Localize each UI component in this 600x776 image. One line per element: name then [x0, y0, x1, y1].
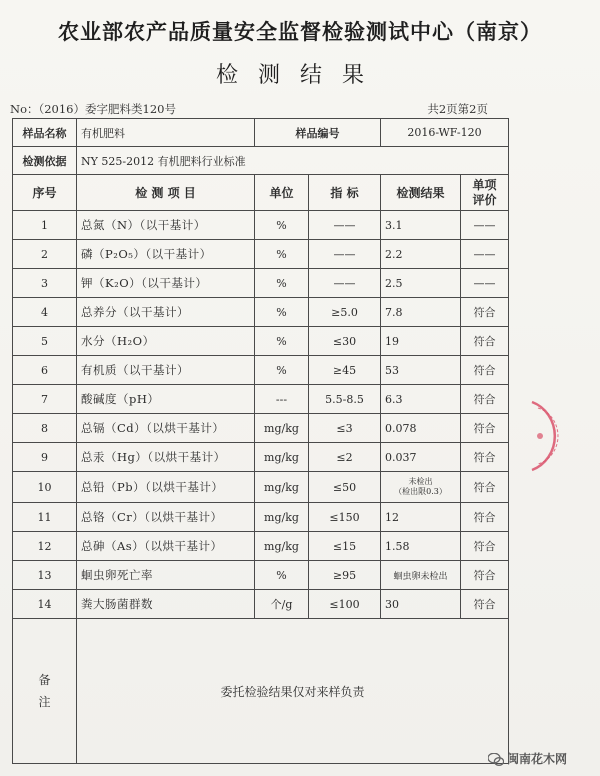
basis-row: [13, 147, 509, 175]
row-item: 磷（P₂O₅）（以干基计）: [77, 240, 255, 269]
row-result: 蛔虫卵未检出: [381, 561, 461, 590]
row-result: 7.8: [381, 298, 461, 327]
table-row: [13, 414, 509, 443]
row-item: 总铬（Cr）（以烘干基计）: [77, 503, 255, 532]
row-item: 钾（K₂O）（以干基计）: [77, 269, 255, 298]
document-number: No：（2016）委字肥料类120号: [10, 102, 176, 116]
row-no: 11: [13, 503, 77, 532]
row-unit: %: [255, 356, 309, 385]
header-eval-line1: 单项: [472, 177, 497, 192]
sample-code-value: 2016-WF-120: [381, 119, 509, 147]
table-row: [13, 211, 509, 240]
row-unit: %: [255, 211, 309, 240]
sample-row: [13, 119, 509, 147]
row-result: 30: [381, 590, 461, 619]
row-index: ≥95: [309, 561, 381, 590]
row-item: 总汞（Hg）（以烘干基计）: [77, 443, 255, 472]
header-eval: [461, 175, 509, 211]
remarks-text: 委托检验结果仅对来样负责: [77, 619, 509, 764]
row-item: 粪大肠菌群数: [77, 590, 255, 619]
table-row: [13, 298, 509, 327]
page-info: 共2页第2页: [427, 102, 488, 116]
row-no: 10: [13, 472, 77, 503]
row-index: ≤150: [309, 503, 381, 532]
row-index: ≥45: [309, 356, 381, 385]
row-result: 0.037: [381, 443, 461, 472]
table-row: [13, 356, 509, 385]
row-eval: 符合: [461, 385, 509, 414]
sample-code-label: 样品编号: [255, 119, 381, 147]
watermark: [488, 750, 567, 767]
row-unit: %: [255, 240, 309, 269]
report-subtitle: 检测结果: [215, 63, 384, 88]
row-item: 总镉（Cd）（以烘干基计）: [77, 414, 255, 443]
row-result: [381, 472, 461, 503]
row-index: ≤2: [309, 443, 381, 472]
row-eval: 符合: [461, 472, 509, 503]
remarks-label-line1: 备: [38, 673, 51, 687]
table-header-row: [13, 175, 509, 211]
row-index: ≤30: [309, 327, 381, 356]
row-unit: mg/kg: [255, 503, 309, 532]
row-item: 总铅（Pb）（以烘干基计）: [77, 472, 255, 503]
row-eval: 符合: [461, 503, 509, 532]
row-no: 3: [13, 269, 77, 298]
row-index: ≤15: [309, 532, 381, 561]
row-unit: %: [255, 269, 309, 298]
row-no: 14: [13, 590, 77, 619]
row-result: 6.3: [381, 385, 461, 414]
watermark-text: 闽南花木网: [507, 752, 568, 766]
row-result: 53: [381, 356, 461, 385]
row-unit: mg/kg: [255, 443, 309, 472]
remarks-label-line2: 注: [38, 695, 51, 709]
row-index: ≥5.0: [309, 298, 381, 327]
row-eval: 符合: [461, 590, 509, 619]
row-eval: 符合: [461, 532, 509, 561]
row-no: 12: [13, 532, 77, 561]
row-result: 12: [381, 503, 461, 532]
row-eval: ——: [461, 240, 509, 269]
table-row: [13, 443, 509, 472]
sample-name-value: 有机肥料: [77, 119, 255, 147]
header-unit: 单位: [255, 175, 309, 211]
row-item: 有机质（以干基计）: [77, 356, 255, 385]
row-index: ≤3: [309, 414, 381, 443]
row-result: 2.5: [381, 269, 461, 298]
header-eval-line2: 评价: [472, 192, 497, 207]
row-eval: 符合: [461, 443, 509, 472]
row-unit: %: [255, 561, 309, 590]
row-no: 6: [13, 356, 77, 385]
result-table: [12, 118, 509, 764]
row-no: 5: [13, 327, 77, 356]
table-row: [13, 532, 509, 561]
table-row: [13, 561, 509, 590]
row-index: ≤50: [309, 472, 381, 503]
table-row: [13, 472, 509, 503]
row-eval: 符合: [461, 356, 509, 385]
row-unit: %: [255, 298, 309, 327]
row-eval: ——: [461, 211, 509, 240]
row-item: 总养分（以干基计）: [77, 298, 255, 327]
row-index: 5.5-8.5: [309, 385, 381, 414]
table-row: [13, 385, 509, 414]
row-unit: %: [255, 327, 309, 356]
header-result: 检测结果: [381, 175, 461, 211]
remarks-label: [13, 619, 77, 764]
basis-value: NY 525-2012 有机肥料行业标准: [77, 147, 509, 175]
row-eval: 符合: [461, 298, 509, 327]
row-unit: ---: [255, 385, 309, 414]
row-item: 酸碱度（pH）: [77, 385, 255, 414]
row-item: 总砷（As）（以烘干基计）: [77, 532, 255, 561]
row-no: 4: [13, 298, 77, 327]
header-index: 指 标: [309, 175, 381, 211]
table-row: [13, 503, 509, 532]
row-result: 0.078: [381, 414, 461, 443]
row-eval: 符合: [461, 561, 509, 590]
basis-label: 检测依据: [13, 147, 77, 175]
row-item: 水分（H₂O）: [77, 327, 255, 356]
row-unit: 个/g: [255, 590, 309, 619]
row-result: 3.1: [381, 211, 461, 240]
sample-name-label: 样品名称: [13, 119, 77, 147]
row-no: 8: [13, 414, 77, 443]
row-no: 7: [13, 385, 77, 414]
table-row: [13, 327, 509, 356]
row-no: 2: [13, 240, 77, 269]
row-item: 总氮（N）（以干基计）: [77, 211, 255, 240]
row-result: 1.58: [381, 532, 461, 561]
wechat-icon: [488, 753, 504, 766]
report-title: 农业部农产品质量安全监督检验测试中心（南京）: [58, 19, 542, 44]
header-no: 序号: [13, 175, 77, 211]
row-result-line1: 未检出: [408, 477, 433, 486]
table-row: [13, 269, 509, 298]
row-result-line2: （检出限0.3）: [394, 487, 447, 496]
row-index: ——: [309, 240, 381, 269]
row-unit: mg/kg: [255, 472, 309, 503]
row-index: ——: [309, 269, 381, 298]
table-row: [13, 590, 509, 619]
row-item: 蛔虫卵死亡率: [77, 561, 255, 590]
row-index: ——: [309, 211, 381, 240]
row-no: 9: [13, 443, 77, 472]
row-eval: 符合: [461, 327, 509, 356]
row-result: 2.2: [381, 240, 461, 269]
remarks-row: [13, 619, 509, 764]
row-eval: ——: [461, 269, 509, 298]
header-item: 检 测 项 目: [77, 175, 255, 211]
row-unit: mg/kg: [255, 532, 309, 561]
row-index: ≤100: [309, 590, 381, 619]
table-row: [13, 240, 509, 269]
row-eval: 符合: [461, 414, 509, 443]
row-no: 13: [13, 561, 77, 590]
row-no: 1: [13, 211, 77, 240]
red-seal-stamp: [514, 398, 574, 474]
row-result: 19: [381, 327, 461, 356]
row-unit: mg/kg: [255, 414, 309, 443]
